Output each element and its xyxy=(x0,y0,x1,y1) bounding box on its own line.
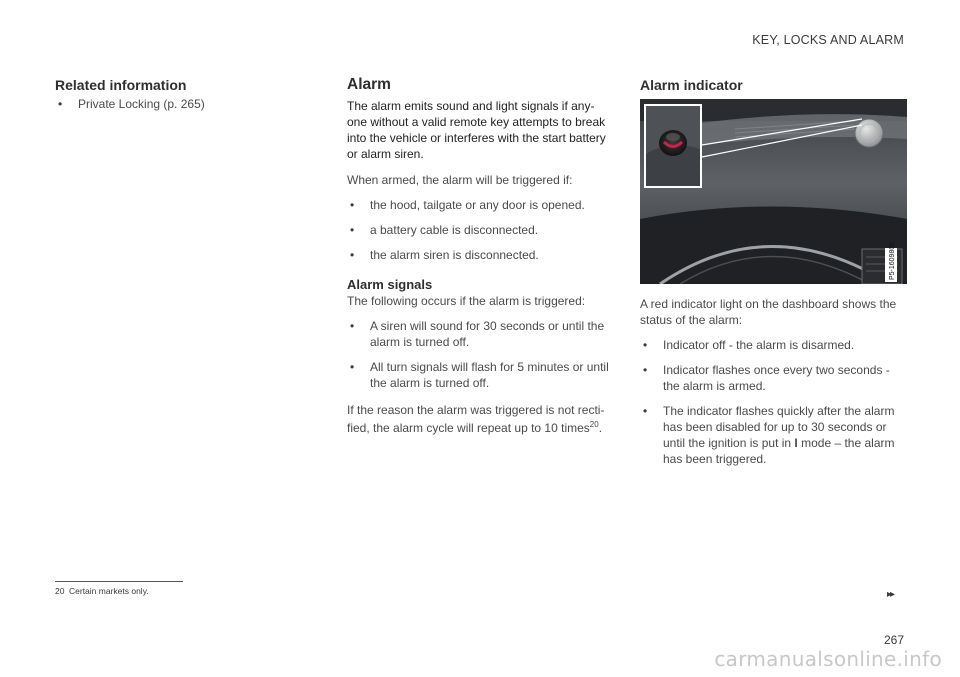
bullet-icon: • xyxy=(350,198,355,212)
bullet-icon: • xyxy=(643,363,648,377)
section-title: KEY, LOCKS AND ALARM xyxy=(752,33,904,47)
related-link-private-locking[interactable] xyxy=(55,96,305,112)
alarm-indicator-section xyxy=(640,76,908,467)
list-item: • All turn signals will flash for 5 minutes or until the alarm is turned off. xyxy=(350,360,609,390)
figure-code: P5-1609806 xyxy=(889,241,896,280)
bullet-icon: • xyxy=(350,248,355,262)
alarm-trigger-intro: When armed, the alarm will be triggered if: xyxy=(347,173,573,187)
alarm-trigger-list xyxy=(347,197,612,263)
bullet-icon: • xyxy=(350,319,355,333)
dashboard-knob xyxy=(855,119,883,147)
footnote-number: 20 xyxy=(55,586,65,596)
list-item: • Indicator off - the alarm is disarmed. xyxy=(643,338,855,352)
dashboard-photo xyxy=(640,99,907,284)
footnote-text: Certain markets only. xyxy=(69,586,149,596)
list-item: • the alarm siren is disconnected. xyxy=(350,248,539,262)
alarm-title: Alarm xyxy=(347,76,391,93)
alarm-indicator-title: Alarm indicator xyxy=(640,77,743,93)
double-chevron-right-icon: ▸▸ xyxy=(887,589,894,600)
alarm-section xyxy=(347,76,612,437)
bullet-icon: • xyxy=(643,338,648,352)
ignition-mode-label: I xyxy=(794,436,798,450)
list-item: • A siren will sound for 30 seconds or until the alarm is turned off. xyxy=(350,319,605,349)
bullet-icon: • xyxy=(350,360,355,374)
bullet-icon: • xyxy=(643,404,648,418)
alarm-indicator-intro: A red indicator light on the dashboard shows the status of the alarm: xyxy=(640,297,897,327)
footnote-divider xyxy=(55,581,183,582)
alarm-indicator-states xyxy=(640,337,908,467)
related-link-label: Private Locking (p. 265) xyxy=(78,97,205,111)
alarm-sensor-highlight xyxy=(666,133,680,141)
list-item: • a battery cable is disconnected. xyxy=(350,223,539,237)
list-item: • the hood, tailgate or any door is opened. xyxy=(350,198,585,212)
related-information-section xyxy=(55,76,305,112)
related-information-list xyxy=(55,96,305,112)
footnote-reference[interactable]: 20 xyxy=(589,420,599,429)
bullet-icon: • xyxy=(350,223,355,237)
alarm-signals-title: Alarm signals xyxy=(347,277,433,292)
footnote xyxy=(55,586,149,596)
bullet-icon: • xyxy=(58,97,63,111)
related-information-title: Related information xyxy=(55,77,187,93)
list-item: • The indicator flashes quickly after the alarm has been disabled for up to 30 seconds or until the ignition is put in I mode – the alarm has been triggered. xyxy=(643,404,895,466)
dashboard-indicator-figure xyxy=(640,99,907,284)
alarm-lead-paragraph: The alarm emits sound and light signals if any-one without a valid remote key attempts to break into the vehicle or interferes with the start battery or alarm siren. xyxy=(347,99,606,161)
list-item: • Indicator flashes once every two seconds - the alarm is armed. xyxy=(643,363,890,393)
alarm-repeat-paragraph: If the reason the alarm was triggered is not recti-fied, the alarm cycle will repeat up to 10 times$^{20}$. xyxy=(347,403,605,435)
alarm-signals-list xyxy=(347,318,612,391)
watermark: carmanualsonline.info xyxy=(714,647,942,671)
alarm-signals-intro: The following occurs if the alarm is triggered: xyxy=(347,294,586,308)
page-number: 267 xyxy=(883,633,904,647)
